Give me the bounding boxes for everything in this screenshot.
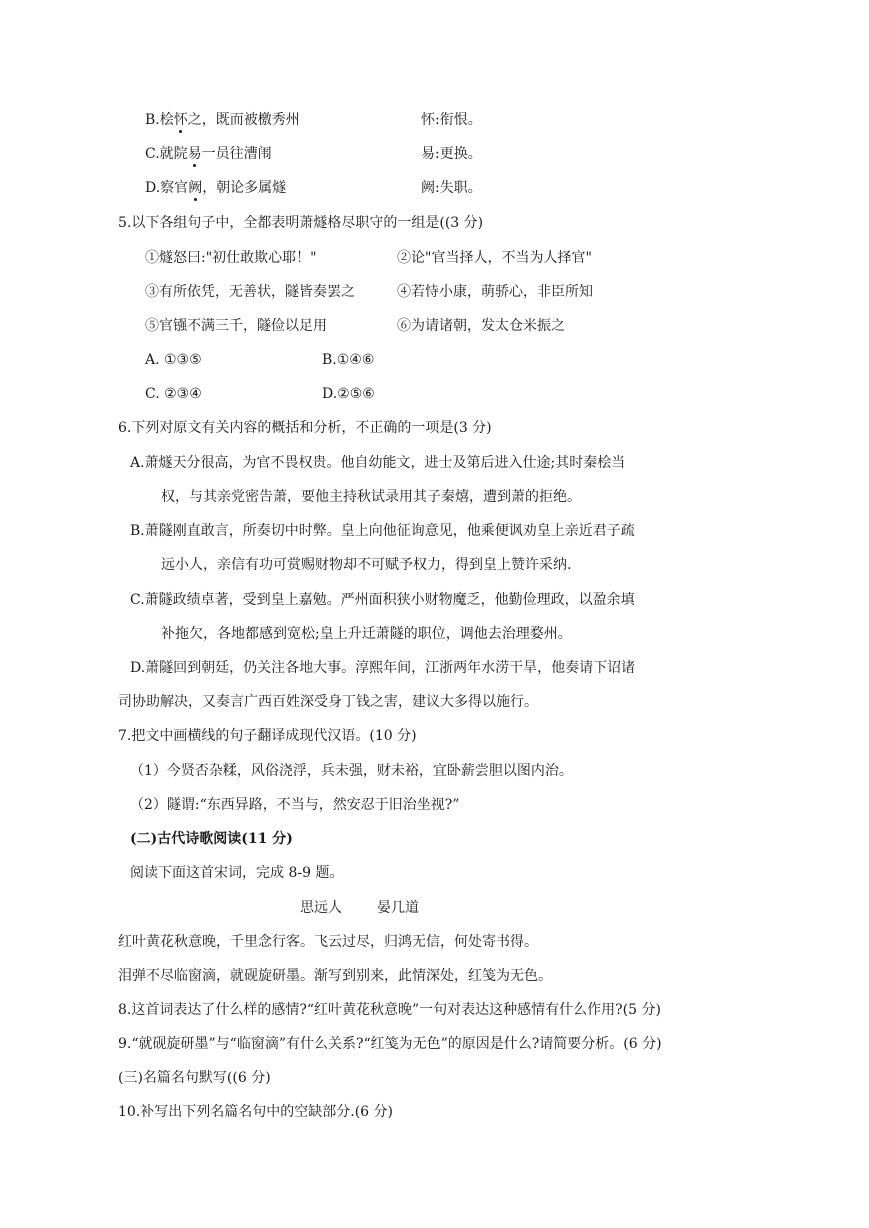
q6-option-b-line-1: B.萧隧刚直敢言，所奏切中时弊。皇上向他征询意见，他乘便讽劝皇上亲近君子疏 <box>130 523 635 539</box>
q6-option-a-line-2: 权，与其亲党密告萧，要他主持秋试录用其子秦熺，遭到萧的拒绝。 <box>161 489 581 505</box>
option-c: C.就院易一员往漕闱 <box>145 146 272 162</box>
q5-item-5: ⑤官镪不满三千，隧俭以足用 <box>145 318 327 334</box>
poem-author: 晏几道 <box>377 900 419 916</box>
option-c-gloss: 易:更换。 <box>421 146 482 162</box>
section-3-heading: (三)名篇名句默写((6 分) <box>118 1070 271 1086</box>
q7-item-2: （2）隧谓:“东西异路，不当与，然安忍于旧治坐视?” <box>130 797 460 813</box>
q6-option-d-line-2: 司协助解决，又奏言广西百姓深受身丁钱之害，建议大多得以施行。 <box>118 694 538 710</box>
option-b: B.桧怀之，既而被檄秀州 <box>145 112 300 128</box>
emphasis-mark: 易 <box>187 146 202 162</box>
q5-item-1: ①燧怒曰:"初仕敢欺心耶！" <box>145 250 317 266</box>
question-10: 10.补写出下列名篇名句中的空缺部分.(6 分) <box>118 1104 393 1120</box>
question-8: 8.这首词表达了什么样的感情?“红叶黄花秋意晚”一句对表达这种感情有什么作用?(5 分) <box>118 1002 661 1018</box>
section-2-intro: 阅读下面这首宋词，完成 8-9 题。 <box>130 865 344 881</box>
option-d: D.察官阙，朝论多属燧 <box>145 180 287 196</box>
q6-option-d-line-1: D.萧隧回到朝廷，仍关注各地大事。淳熙年间，江浙两年水涝干旱，他奏请下诏诸 <box>130 660 636 676</box>
q5-item-3: ③有所依凭，无善状，隧皆奏罢之 <box>145 284 355 300</box>
emphasis-mark: 阙 <box>188 180 203 196</box>
q6-option-c-line-2: 补拖欠，各地都感到宽松;皇上升迁萧隧的职位，调他去治理婺州。 <box>161 626 572 642</box>
poem-line-1: 红叶黄花秋意晚，千里念行客。飞云过尽，归鸿无信，何处寄书得。 <box>118 934 538 950</box>
q6-option-b-line-2: 远小人，亲信有功可赏赐财物却不可赋予权力，得到皇上赞许采纳. <box>161 557 572 573</box>
option-d-gloss: 阙:失职。 <box>421 180 482 196</box>
q5-choice-b: B.①④⑥ <box>322 352 375 368</box>
question-7-stem: 7.把文中画横线的句子翻译成现代汉语。(10 分) <box>118 728 417 744</box>
section-2-heading: (二)古代诗歌阅读(11 分) <box>130 831 293 847</box>
q5-choice-a: A. ①③⑤ <box>145 352 202 368</box>
q6-option-a-line-1: A.萧燧天分很高，为官不畏权贵。他自幼能文，进士及第后进入仕途;其时秦桧当 <box>130 455 626 471</box>
question-5-stem: 5.以下各组句子中，全都表明萧燧格尽职守的一组是((3 分) <box>118 215 484 231</box>
option-b-gloss: 怀:衔恨。 <box>421 112 482 128</box>
q5-choice-c: C. ②③④ <box>145 386 202 402</box>
emphasis-mark: 怀 <box>173 112 188 128</box>
question-9: 9.“就砚旋研墨”与“临窗滴”有什么关系?“红笺为无色”的原因是什么?请简要分析。(6 分) <box>118 1036 662 1052</box>
q7-item-1: （1）今贤否杂糅，风俗浇浮，兵未强，财未裕，宜卧薪尝胆以图内治。 <box>130 763 573 779</box>
q6-option-c-line-1: C.萧隧政绩卓著，受到皇上嘉勉。严州面积狭小财物魔乏，他勤俭理政，以盈余填 <box>130 592 635 608</box>
q5-item-6: ⑥为请诸朝，发太仓米振之 <box>397 318 565 334</box>
question-6-stem: 6.下列对原文有关内容的概括和分析，不正确的一项是(3 分) <box>118 420 492 436</box>
poem-title: 思远人 <box>300 900 342 916</box>
q5-choice-d: D.②⑤⑥ <box>322 386 375 402</box>
poem-line-2: 泪弹不尽临窗滴，就砚旋研墨。渐写到别来，此情深处，红笺为无色。 <box>118 968 552 984</box>
q5-item-4: ④若恃小康，萌骄心，非臣所知 <box>397 284 593 300</box>
q5-item-2: ②论"官当择人，不当为人择官" <box>397 250 592 266</box>
